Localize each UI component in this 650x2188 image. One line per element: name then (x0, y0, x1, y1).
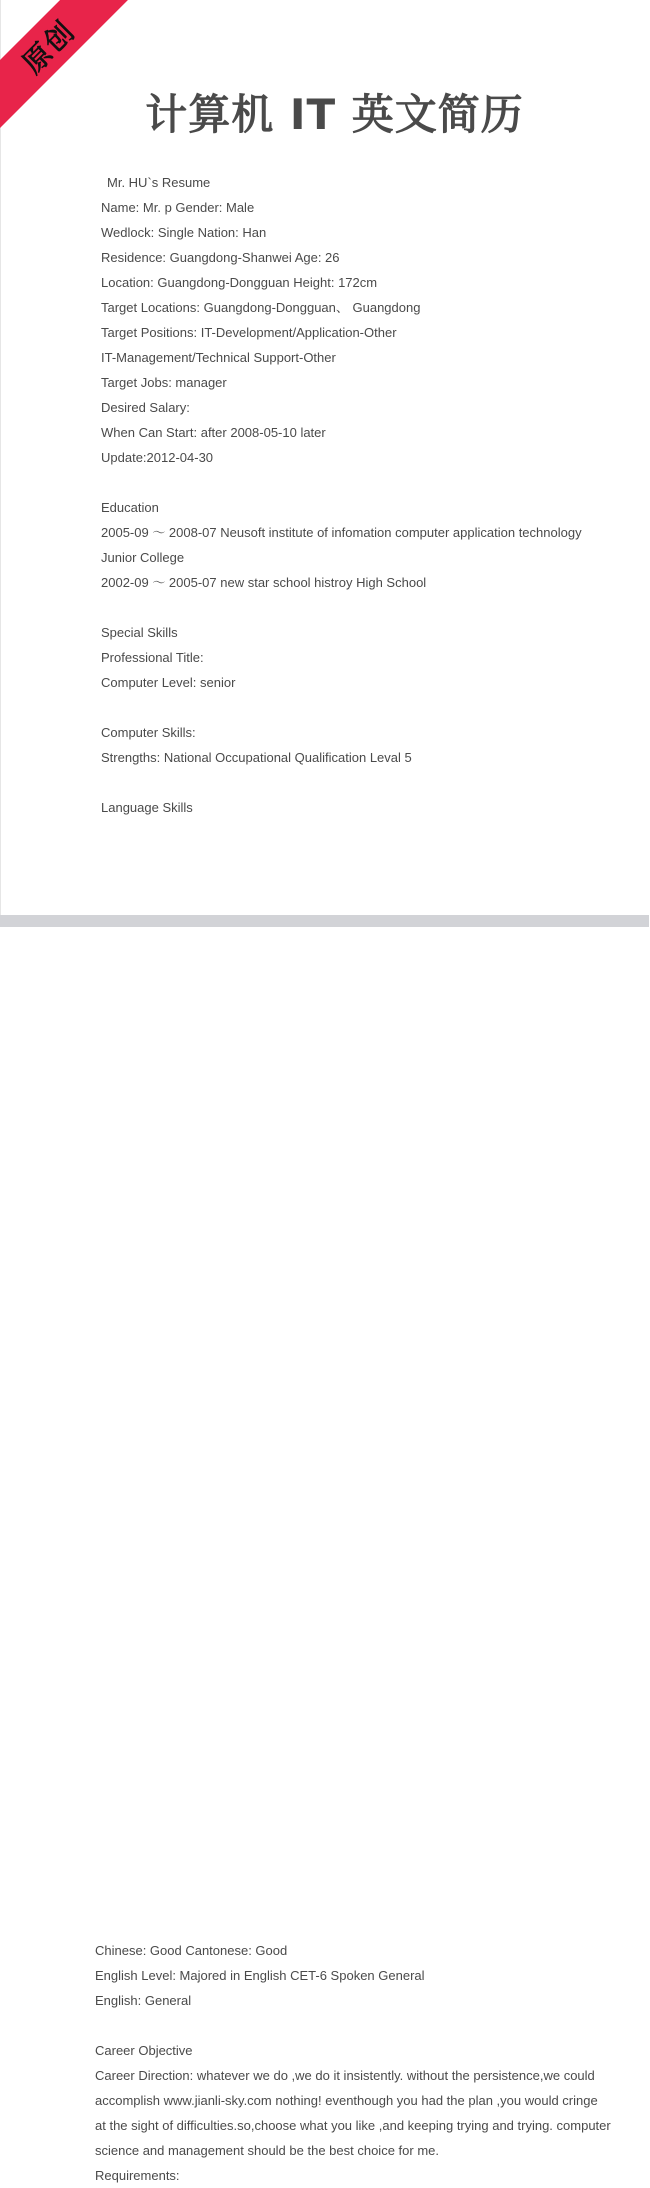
resume-line: Chinese: Good Cantonese: Good (95, 1943, 288, 1958)
resume-line: Target Locations: Guangdong-Dongguan、 Guangdong (101, 300, 421, 315)
resume-line: Location: Guangdong-Dongguan Height: 172cm (101, 275, 378, 290)
resume-line: Target Jobs: manager (101, 375, 227, 390)
resume-line: Career Direction: whatever we do ,we do it insistently. without the persistence,we could (95, 2068, 595, 2083)
resume-line: English Level: Majored in English CET-6 Spoken General (95, 1968, 425, 1983)
resume-line: Computer Level: senior (101, 675, 236, 690)
blank-line (101, 470, 582, 495)
resume-line: Desired Salary: (101, 400, 190, 415)
resume-line: Professional Title: (101, 650, 204, 665)
resume-line: 2005-09 ～ 2008-07 Neusoft institute of infomation computer application technology (101, 525, 582, 540)
resume-page-1 (0, 0, 649, 915)
resume-line: Education (101, 500, 159, 515)
resume-line: Name: Mr. p Gender: Male (101, 200, 255, 215)
blank-line (101, 695, 582, 720)
page-2-text (95, 1938, 611, 2188)
resume-line: accomplish www.jianli-sky.com nothing! eventhough you had the plan ,you would cringe (95, 2093, 598, 2108)
resume-line: Computer Skills: (101, 725, 196, 740)
resume-page-2 (0, 927, 649, 2183)
resume-line: Update:2012-04-30 (101, 450, 214, 465)
resume-line: Requirements: (95, 2168, 180, 2183)
resume-line: Special Skills (101, 625, 178, 640)
resume-line: Language Skills (101, 800, 193, 815)
blank-line (95, 2013, 611, 2038)
resume-line: Residence: Guangdong-Shanwei Age: 26 (101, 250, 340, 265)
page-1-text (101, 170, 582, 820)
page-separator (0, 915, 649, 927)
blank-line (101, 770, 582, 795)
resume-line: Mr. HU`s Resume (107, 175, 211, 190)
original-badge-label: 原创 (16, 14, 82, 80)
resume-line: When Can Start: after 2008-05-10 later (101, 425, 326, 440)
resume-line: science and management should be the best choice for me. (95, 2143, 439, 2158)
resume-line: 2002-09 ～ 2005-07 new star school histroy High School (101, 575, 427, 590)
document-title: 计算机 IT 英文简历 (145, 90, 524, 139)
blank-line (101, 595, 582, 620)
resume-line: at the sight of difficulties.so,choose what you like ,and keeping trying and trying. computer (95, 2118, 611, 2133)
resume-line: Junior College (101, 550, 185, 565)
resume-line: Career Objective (95, 2043, 193, 2058)
resume-line: Wedlock: Single Nation: Han (101, 225, 267, 240)
resume-line: Target Positions: IT-Development/Application-Other (101, 325, 397, 340)
resume-line: IT-Management/Technical Support-Other (101, 350, 336, 365)
resume-line: English: General (95, 1993, 192, 2008)
resume-line: Strengths: National Occupational Qualification Leval 5 (101, 750, 412, 765)
